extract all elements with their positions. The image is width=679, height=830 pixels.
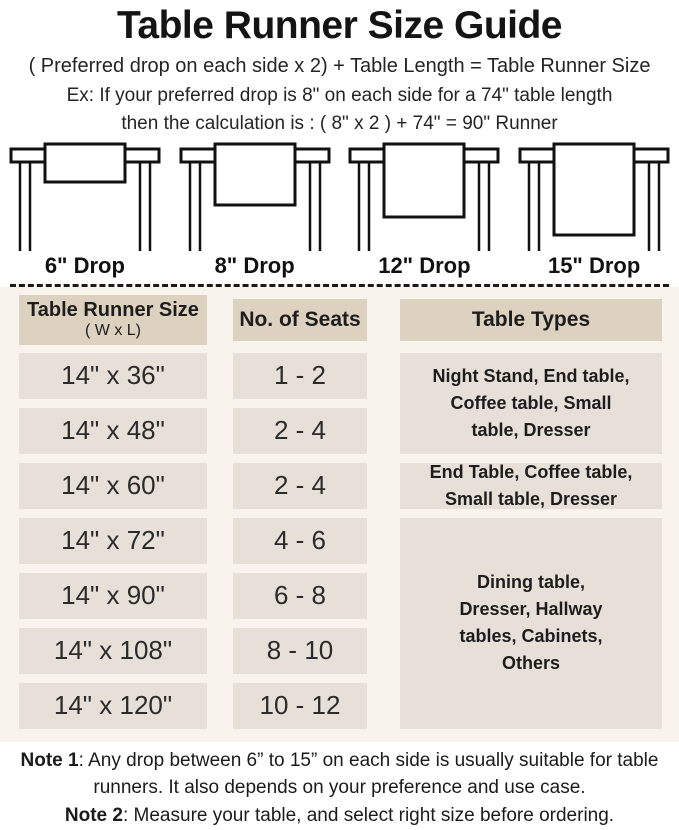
note-1 (4, 748, 676, 802)
figure-15-drop (509, 141, 679, 279)
seats-cell: 2 - 4 (233, 463, 367, 509)
note-1-label: Note 1 (20, 749, 79, 771)
formula-line-3: then the calculation is : ( 8" x 2 ) + 74" = 90" Runner (121, 112, 558, 134)
table-types-line: tables, Cabinets, (459, 626, 603, 647)
size-cell: 14" x 72" (19, 518, 207, 564)
col-header-seats-title: No. of Seats (239, 307, 361, 331)
drop-label: 8" Drop (214, 252, 295, 278)
size-cell: 14" x 36" (19, 353, 207, 399)
col-header-types-title: Table Types (471, 307, 591, 331)
table-illustration-icon (170, 141, 340, 251)
size-cell: 14" x 48" (19, 408, 207, 454)
note-1-text: : Any drop between 6” to 15” on each side is usually suitable for table runners. It also depends on your preference and use case. (78, 749, 659, 798)
col-header-size (19, 295, 207, 345)
seats-cell: 2 - 4 (233, 408, 367, 454)
col-header-size-subtitle: ( W x L) (85, 322, 141, 340)
seats-cell: 8 - 10 (233, 628, 367, 674)
table-types-line: Dining table, (477, 572, 585, 593)
size-guide-table (0, 287, 679, 742)
size-cell: 14" x 60" (19, 463, 207, 509)
column-runner-size (19, 295, 207, 729)
col-header-types (400, 299, 662, 341)
table-illustration-icon (509, 141, 679, 251)
notes-section (0, 742, 679, 830)
table-types-cell (400, 353, 662, 454)
size-cell: 14" x 120" (19, 683, 207, 729)
drop-label: 6" Drop (44, 252, 125, 278)
seats-cell: 6 - 8 (233, 573, 367, 619)
column-table-types (400, 295, 662, 729)
formula-line-1: ( Preferred drop on each side x 2) + Table Length = Table Runner Size (28, 54, 651, 77)
table-types-line: Coffee table, Small (450, 392, 612, 413)
drop-label: 15" Drop (547, 252, 641, 278)
table-types-cell (400, 518, 662, 729)
size-cell: 14" x 108" (19, 628, 207, 674)
table-types-line: Night Stand, End table, (432, 365, 630, 386)
formula-block (0, 55, 679, 135)
seats-cell: 4 - 6 (233, 518, 367, 564)
note-2-text: : Measure your table, and select right size before ordering. (122, 804, 615, 826)
formula-line-2: Ex: If your preferred drop is 8" on each side for a 74" table length (66, 84, 613, 106)
figure-6-drop (0, 141, 170, 279)
size-cell: 14" x 90" (19, 573, 207, 619)
table-types-line: Dresser, Hallway (459, 599, 603, 620)
table-illustration-icon (0, 141, 170, 251)
table-types-cell (400, 463, 662, 509)
note-2-label: Note 2 (64, 804, 123, 826)
figure-8-drop (170, 141, 340, 279)
table-types-line: End Table, Coffee table, (429, 461, 633, 482)
seats-cell: 10 - 12 (233, 683, 367, 729)
col-header-size-title: Table Runner Size (27, 299, 199, 322)
seats-cell: 1 - 2 (233, 353, 367, 399)
table-types-line: Others (501, 653, 561, 674)
page-title: Table Runner Size Guide (116, 4, 563, 47)
figure-12-drop (340, 141, 510, 279)
drop-illustrations-row (0, 141, 679, 279)
drop-label: 12" Drop (378, 252, 471, 278)
table-illustration-icon (339, 141, 509, 251)
table-types-line: Small table, Dresser (444, 488, 618, 509)
col-header-seats (233, 299, 367, 341)
column-seats (233, 295, 367, 729)
table-types-line: table, Dresser (471, 419, 591, 440)
